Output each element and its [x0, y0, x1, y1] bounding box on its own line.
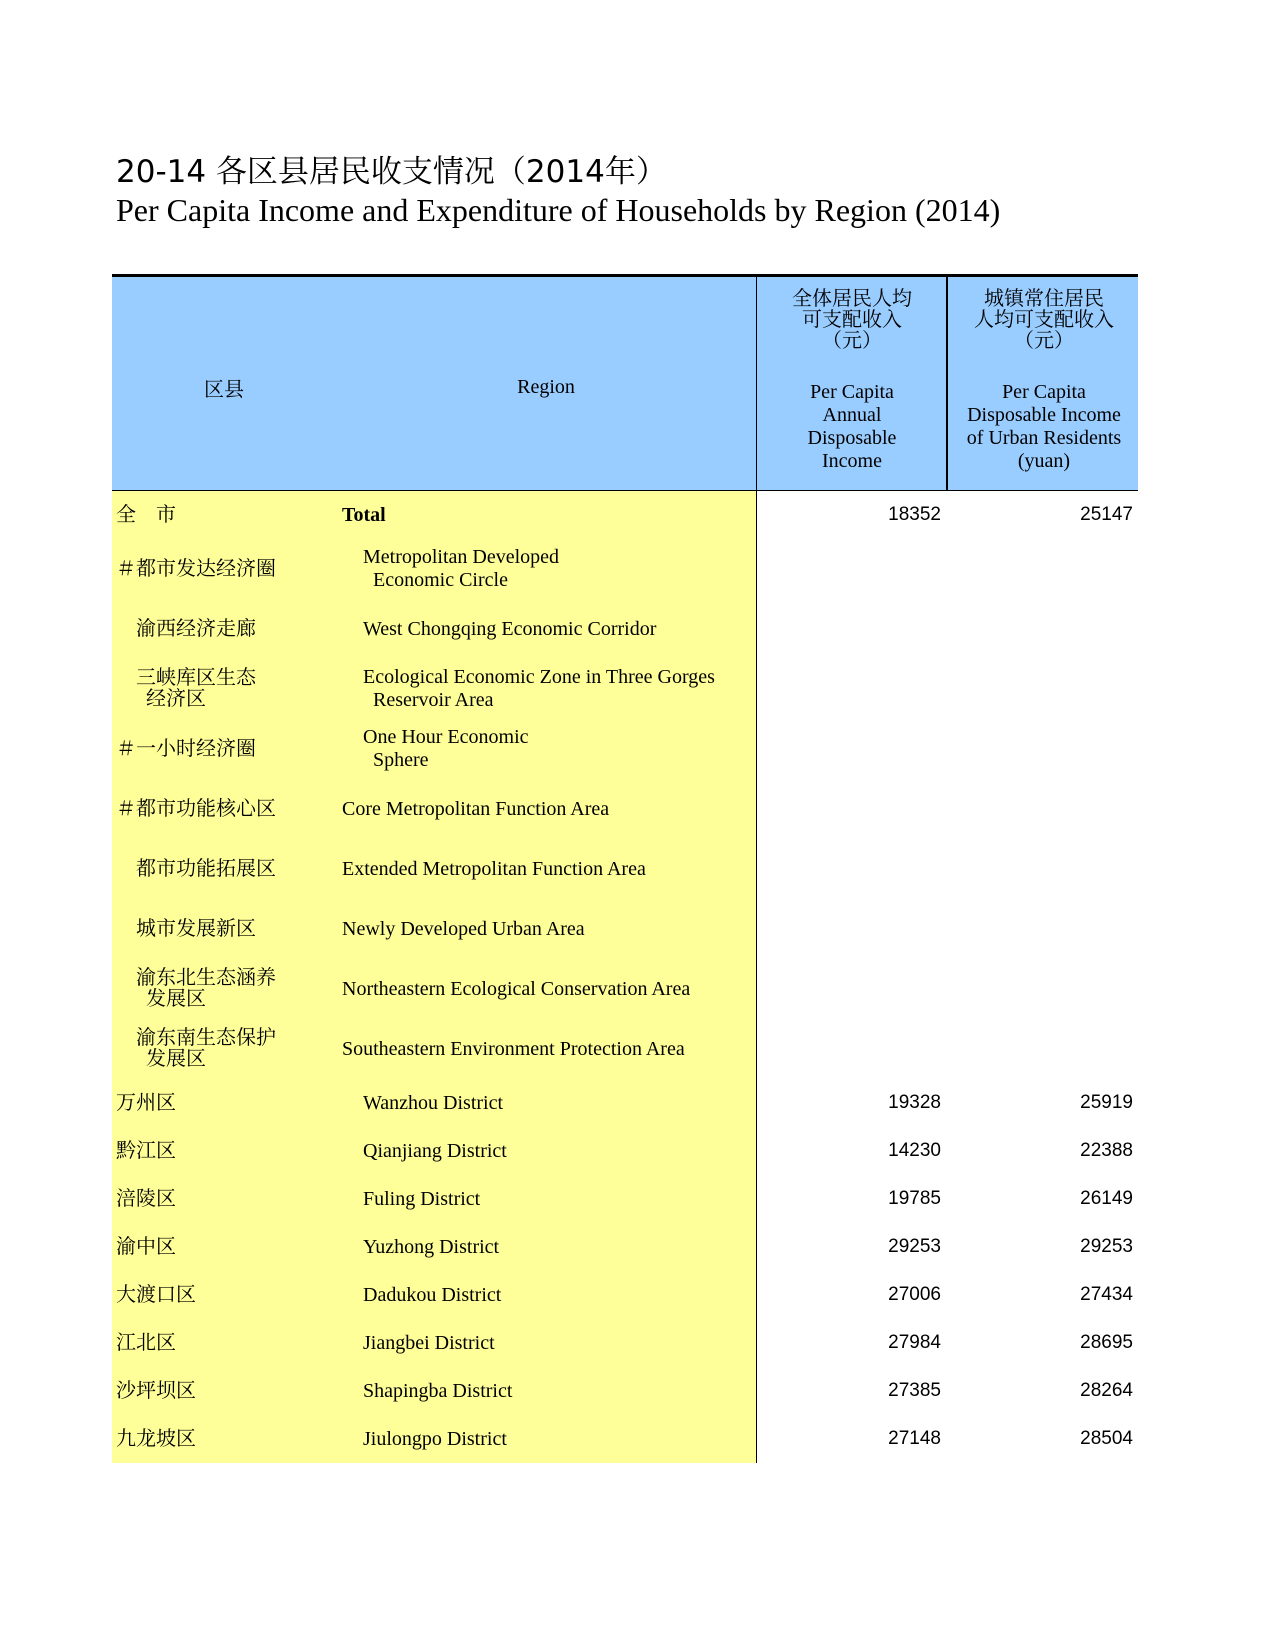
row-value-urban: 26149: [1080, 1188, 1133, 1209]
row-label-en: Metropolitan Developed Economic Circle: [363, 546, 560, 591]
row-label-en: Qianjiang District: [363, 1139, 507, 1162]
row-value-urban: 25919: [1080, 1092, 1133, 1113]
row-value-all: 27984: [888, 1332, 941, 1353]
table-row: [112, 1175, 1138, 1223]
row-label-zh: 三峡库区生态 经济区: [136, 667, 256, 710]
row-label-zh: 渝东南生态保护 发展区: [136, 1027, 276, 1070]
row-label-zh: 大渡口区: [116, 1283, 196, 1306]
row-label-en: Wanzhou District: [363, 1091, 504, 1114]
table-row: [112, 719, 1138, 779]
row-value-all: 18352: [888, 504, 941, 525]
row-label-zh: 城市发展新区: [136, 917, 256, 940]
income-table: [112, 274, 1138, 1463]
table-row: [112, 539, 1138, 599]
table-header: [112, 277, 1138, 491]
table-row: [112, 1271, 1138, 1319]
row-value-all: 27006: [888, 1284, 941, 1305]
row-label-en: Fuling District: [363, 1187, 481, 1210]
header-col2-en: Per Capita Disposable Income of Urban Residents (yuan): [966, 381, 1122, 472]
row-label-en: Ecological Economic Zone in Three Gorges Reservoir Area: [363, 666, 715, 711]
table-row: [112, 779, 1138, 839]
table-row: [112, 1127, 1138, 1175]
row-label-en: Southeastern Environment Protection Area: [342, 1037, 685, 1060]
row-label-zh: 黔江区: [116, 1139, 176, 1162]
table-row: [112, 491, 1138, 539]
row-label-en: Yuzhong District: [363, 1235, 500, 1258]
row-label-zh: 万州区: [116, 1091, 176, 1114]
table-row: [112, 959, 1138, 1019]
row-label-zh: ＃都市功能核心区: [116, 797, 276, 820]
row-value-all: 29253: [888, 1236, 941, 1257]
row-value-all: 14230: [888, 1140, 941, 1161]
table-row: [112, 1415, 1138, 1463]
row-label-zh: 九龙坡区: [116, 1427, 196, 1450]
header-col-urban-residents: [946, 277, 1140, 490]
row-label-en: Newly Developed Urban Area: [342, 917, 585, 940]
page-title-en: Per Capita Income and Expenditure of Households by Region (2014): [116, 192, 1001, 228]
row-value-urban: 28504: [1080, 1428, 1133, 1449]
row-label-en: Northeastern Ecological Conservation Area: [342, 977, 691, 1000]
table-row: [112, 899, 1138, 959]
row-value-all: 27385: [888, 1380, 941, 1401]
row-label-en: Shapingba District: [363, 1379, 513, 1402]
row-value-urban: 27434: [1080, 1284, 1133, 1305]
row-label-zh: 全 市: [116, 503, 176, 526]
row-label-en: Total: [342, 503, 386, 526]
row-label-en: Jiangbei District: [363, 1331, 495, 1354]
page-title-zh: 20-14 各区县居民收支情况（2014年）: [116, 154, 667, 190]
row-value-all: 19328: [888, 1092, 941, 1113]
table-row: [112, 599, 1138, 659]
table-row: [112, 659, 1138, 719]
row-label-zh: 渝中区: [116, 1235, 176, 1258]
header-region-en: Region: [517, 376, 575, 398]
header-col-all-residents: [756, 277, 947, 490]
row-label-en: One Hour Economic Sphere: [363, 726, 529, 771]
row-value-urban: 22388: [1080, 1140, 1133, 1161]
row-value-urban: 28264: [1080, 1380, 1133, 1401]
table-row: [112, 1079, 1138, 1127]
row-label-en: Jiulongpo District: [363, 1427, 507, 1450]
row-value-urban: 25147: [1080, 504, 1133, 525]
row-label-zh: 江北区: [116, 1331, 176, 1354]
header-district-zh: 区县: [204, 379, 244, 401]
table-row: [112, 1223, 1138, 1271]
row-label-zh: 涪陵区: [116, 1187, 176, 1210]
table-row: [112, 839, 1138, 899]
row-value-urban: 29253: [1080, 1236, 1133, 1257]
row-label-en: Core Metropolitan Function Area: [342, 797, 610, 820]
table-row: [112, 1019, 1138, 1079]
table-body: [112, 491, 1138, 1463]
header-col2-zh: 城镇常住居民 人均可支配收入 （元）: [974, 288, 1114, 352]
row-label-zh: 都市功能拓展区: [136, 857, 276, 880]
table-row: [112, 1319, 1138, 1367]
row-label-zh: 渝东北生态涵养 发展区: [136, 967, 276, 1010]
row-label-zh: ＃一小时经济圈: [116, 737, 256, 760]
header-col1-en: Per Capita Annual Disposable Income: [807, 381, 897, 472]
table-row: [112, 1367, 1138, 1415]
row-label-en: Dadukou District: [363, 1283, 502, 1306]
row-value-all: 27148: [888, 1428, 941, 1449]
header-col1-zh: 全体居民人均 可支配收入 （元）: [792, 288, 912, 352]
row-label-zh: ＃都市发达经济圈: [116, 557, 276, 580]
row-value-urban: 28695: [1080, 1332, 1133, 1353]
row-value-all: 19785: [888, 1188, 941, 1209]
row-label-en: West Chongqing Economic Corridor: [363, 617, 657, 640]
row-label-zh: 渝西经济走廊: [136, 617, 256, 640]
row-label-en: Extended Metropolitan Function Area: [342, 857, 646, 880]
row-label-zh: 沙坪坝区: [116, 1379, 196, 1402]
